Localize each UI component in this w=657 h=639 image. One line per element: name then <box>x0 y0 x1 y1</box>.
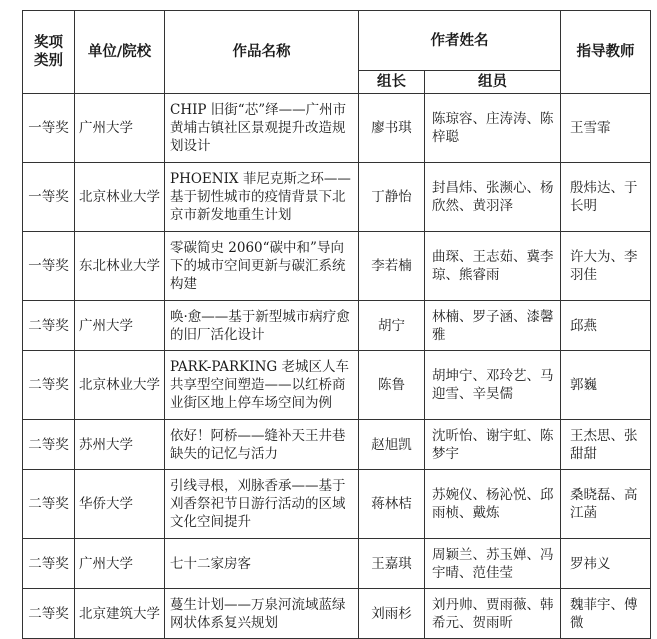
advisor-cell: 许大为、李羽佳 <box>561 232 651 301</box>
award-cell: 一等奖 <box>23 232 75 301</box>
table-row <box>23 539 651 589</box>
award-cell: 一等奖 <box>23 94 75 163</box>
unit-cell: 华侨大学 <box>75 470 165 539</box>
advisor-cell: 郭巍 <box>561 351 651 420</box>
header-work-title: 作品名称 <box>165 11 359 94</box>
header-members: 组员 <box>425 71 561 94</box>
award-cell: 二等奖 <box>23 589 75 639</box>
table-row <box>23 470 651 539</box>
members-cell: 林楠、罗子涵、漆馨雅 <box>425 301 561 351</box>
header-unit: 单位/院校 <box>75 11 165 94</box>
table-row <box>23 301 651 351</box>
award-cell: 二等奖 <box>23 420 75 470</box>
advisor-cell: 王杰思、张甜甜 <box>561 420 651 470</box>
leader-cell: 廖书琪 <box>359 94 425 163</box>
work-title-cell: 零碳简史 2060“碳中和”导向下的城市空间更新与碳汇系统构建 <box>165 232 359 301</box>
award-cell: 二等奖 <box>23 539 75 589</box>
table-row <box>23 589 651 639</box>
members-cell: 周颖兰、苏玉婵、冯宇晴、范佳莹 <box>425 539 561 589</box>
table-row <box>23 163 651 232</box>
leader-cell: 胡宁 <box>359 301 425 351</box>
header-award-category-line2: 类别 <box>34 53 63 69</box>
members-cell: 刘丹帅、贾雨薇、韩希元、贺雨昕 <box>425 589 561 639</box>
table-row <box>23 351 651 420</box>
award-cell: 二等奖 <box>23 470 75 539</box>
members-cell: 封昌炜、张濒心、杨欣然、黄羽泽 <box>425 163 561 232</box>
advisor-cell: 桑晓磊、高江菡 <box>561 470 651 539</box>
advisor-cell: 邱燕 <box>561 301 651 351</box>
table-row <box>23 420 651 470</box>
members-cell: 胡坤宁、邓玲艺、马迎雪、辛昊儒 <box>425 351 561 420</box>
leader-cell: 李若楠 <box>359 232 425 301</box>
advisor-cell: 殷炜达、于长明 <box>561 163 651 232</box>
members-cell: 曲琛、王志茹、冀李琼、熊睿雨 <box>425 232 561 301</box>
header-award-category-line1: 奖项 <box>34 35 63 51</box>
unit-cell: 东北林业大学 <box>75 232 165 301</box>
unit-cell: 苏州大学 <box>75 420 165 470</box>
header-authors: 作者姓名 <box>359 11 561 71</box>
unit-cell: 北京建筑大学 <box>75 589 165 639</box>
unit-cell: 广州大学 <box>75 301 165 351</box>
advisor-cell: 王雪霏 <box>561 94 651 163</box>
awards-table <box>22 10 651 639</box>
leader-cell: 赵旭凯 <box>359 420 425 470</box>
header-row <box>23 11 651 71</box>
header-award-category <box>23 11 75 94</box>
award-cell: 二等奖 <box>23 301 75 351</box>
work-title-cell: 唤·愈——基于新型城市病疗愈的旧厂活化设计 <box>165 301 359 351</box>
unit-cell: 北京林业大学 <box>75 351 165 420</box>
advisor-cell: 罗祎义 <box>561 539 651 589</box>
table-row <box>23 232 651 301</box>
leader-cell: 丁静怡 <box>359 163 425 232</box>
members-cell: 苏婉仪、杨沁悦、邱雨桢、戴炼 <box>425 470 561 539</box>
header-advisor: 指导教师 <box>561 11 651 94</box>
advisor-cell: 魏菲宇、傅微 <box>561 589 651 639</box>
table-body <box>23 94 651 639</box>
leader-cell: 王嘉琪 <box>359 539 425 589</box>
unit-cell: 广州大学 <box>75 94 165 163</box>
unit-cell: 北京林业大学 <box>75 163 165 232</box>
leader-cell: 刘雨杉 <box>359 589 425 639</box>
members-cell: 陈琼容、庄涛涛、陈梓聪 <box>425 94 561 163</box>
award-cell: 一等奖 <box>23 163 75 232</box>
header-leader: 组长 <box>359 71 425 94</box>
table-row <box>23 94 651 163</box>
work-title-cell: 蔓生计划——万泉河流域蓝绿网状体系复兴规划 <box>165 589 359 639</box>
work-title-cell: PARK-PARKING 老城区人车共享型空间塑造——以红桥商业街区地上停车场空间为例 <box>165 351 359 420</box>
unit-cell: 广州大学 <box>75 539 165 589</box>
work-title-cell: PHOENIX 菲尼克斯之环——基于韧性城市的疫情背景下北京市新发地重生计划 <box>165 163 359 232</box>
work-title-cell: 依好！阿桥——缝补天王井巷缺失的记忆与活力 <box>165 420 359 470</box>
work-title-cell: 引线寻根，刈脉香承——基于刈香祭祀节日游行活动的区域文化空间提升 <box>165 470 359 539</box>
work-title-cell: CHIP 旧街“芯”绎——广州市黄埔古镇社区景观提升改造规划设计 <box>165 94 359 163</box>
leader-cell: 陈鲁 <box>359 351 425 420</box>
members-cell: 沈昕怡、谢宇虹、陈梦宇 <box>425 420 561 470</box>
award-cell: 二等奖 <box>23 351 75 420</box>
work-title-cell: 七十二家房客 <box>165 539 359 589</box>
leader-cell: 蒋林桔 <box>359 470 425 539</box>
table-header <box>23 11 651 94</box>
